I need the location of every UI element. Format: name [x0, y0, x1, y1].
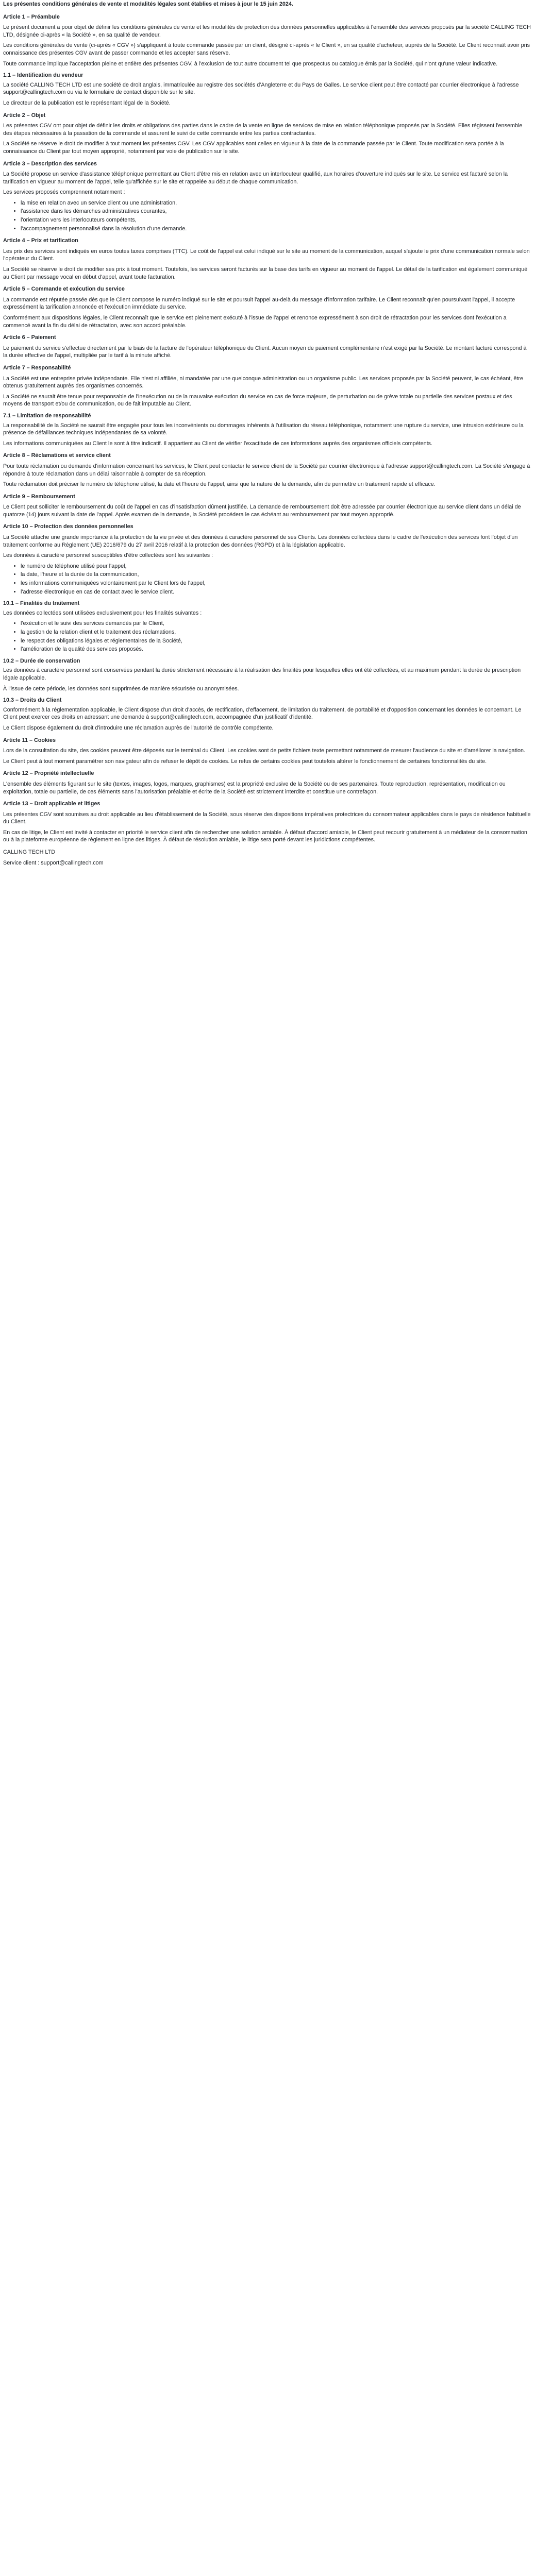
section-paragraph: Les conditions générales de vente (ci-après « CGV ») s'appliquent à toute commande passée par un client, désigné ci-après « le Client », en sa qualité d'acheteur, auprès de la Société. Le Client reconnaît avoir pris connaissance des présentes CGV avant de passer commande et les accepter sans réserve. [3, 42, 530, 56]
section-9 [3, 493, 532, 519]
list-item: • la date, l'heure et la durée de la communication, [21, 571, 532, 579]
list-item: • l'accompagnement personnalisé dans la résolution d'une demande. [21, 225, 532, 233]
section-4 [3, 237, 532, 281]
section-title: Article 12 – Propriété intellectuelle [3, 770, 94, 777]
list-item: • le numéro de téléphone utilisé pour l'appel, [21, 563, 532, 570]
section-paragraph: Les présentes CGV ont pour objet de définir les droits et obligations des parties dans le cadre de la vente en ligne de services de mise en relation téléphonique proposés par la Société. Elles régissent l'ensemble des étapes nécessaires à la passation de la commande et assurent le suivi de cette commande entre les parties contractantes. [3, 123, 523, 137]
list-item: • la mise en relation avec un service client ou une administration, [21, 199, 532, 207]
section-2 [3, 112, 532, 156]
section-title: Article 4 – Prix et tarification [3, 238, 78, 244]
subsection [3, 657, 532, 692]
section-paragraph: La Société est une entreprise privée indépendante. Elle n'est ni affiliée, ni mandatée par une quelconque administration ou un organisme public. Les services proposés par la Société peuvent, le cas échéant, être obtenus gratuitement auprès des organismes concernés. [3, 375, 524, 389]
document-intro: Les présentes conditions générales de vente et modalités légales sont établies et mises à jour le 15 juin 2024. [3, 1, 293, 7]
section-title: Article 10 – Protection des données personnelles [3, 523, 133, 530]
list-item: • le respect des obligations légales et réglementaires de la Société, [21, 637, 532, 645]
footer-company: CALLING TECH LTD [3, 849, 55, 856]
section-title: Article 11 – Cookies [3, 737, 56, 743]
document-sections [3, 13, 532, 844]
section-11 [3, 737, 532, 766]
section-title: Article 7 – Responsabilité [3, 364, 71, 371]
list-item: • l'adresse électronique en cas de contact avec le service client. [21, 588, 532, 596]
section-3 [3, 160, 532, 233]
subsection-title: 10.3 – Droits du Client [3, 697, 62, 704]
section-paragraph: Le présent document a pour objet de définir les conditions générales de vente et les modalités de protection des données personnelles applicables à l'ensemble des services proposés par la société CALLING TECH LTD, désignée ci-après « la Société », en sa qualité de vendeur. [3, 24, 531, 38]
list-item: • l'assistance dans les démarches administratives courantes, [21, 208, 532, 215]
subsection-title: 7.1 – Limitation de responsabilité [3, 412, 91, 419]
section-title: Article 6 – Paiement [3, 334, 56, 341]
section-7 [3, 364, 532, 447]
subsection-list [3, 620, 532, 653]
section-paragraph: En cas de litige, le Client est invité à contacter en priorité le service client afin de rechercher une solution amiable. À défaut d'accord amiable, le Client peut recourir gratuitement à un médiateur de la consommation ou à la plateforme européenne de règlement en ligne des litiges. À défaut de résolution amiable, le litige sera porté devant les juridictions compétentes. [3, 829, 527, 843]
subsection-title: 10.1 – Finalités du traitement [3, 600, 80, 607]
section-paragraph: La Société se réserve le droit de modifier à tout moment les présentes CGV. Les CGV applicables sont celles en vigueur à la date de la commande passée par le Client. Toute modification sera portée à la connaissance du Client par tout moyen approprié, notamment par voie de publication sur le site. [3, 141, 504, 155]
list-item: • l'orientation vers les interlocuteurs compétents, [21, 216, 532, 224]
section-paragraph: Le Client peut à tout moment paramétrer son navigateur afin de refuser le dépôt de cookies. Le refus de certains cookies peut toutefois altérer le fonctionnement de certaines fonctionnalités du site. [3, 758, 487, 765]
section-title: Article 9 – Remboursement [3, 493, 75, 500]
subsection-title: 10.2 – Durée de conservation [3, 657, 80, 664]
section-paragraph: Les données à caractère personnel susceptibles d'être collectées sont les suivantes : [3, 552, 213, 559]
section-paragraph: Lors de la consultation du site, des cookies peuvent être déposés sur le terminal du Client. Les cookies sont de petits fichiers texte permettant notamment de mesurer l'audience du site et d'améliorer la navigation. [3, 748, 525, 754]
subsection [3, 697, 532, 732]
subsection [3, 600, 532, 653]
section-paragraph: La Société se réserve le droit de modifier ses prix à tout moment. Toutefois, les services seront facturés sur la base des tarifs en vigueur au moment de l'appel. Le détail de la tarification est également communiqué au Client par message vocal en début d'appel, avant toute facturation. [3, 266, 528, 280]
subsection-paragraph: La responsabilité de la Société ne saurait être engagée pour tous les inconvénients ou dommages inhérents à l'utilisation du réseau téléphonique, notamment une rupture du service, une intrusion extérieure ou la présence de défaillances techniques indépendantes de sa volonté. [3, 422, 524, 436]
section-paragraph: Le paiement du service s'effectue directement par le biais de la facture de l'opérateur téléphonique du Client. Aucun moyen de paiement complémentaire n'est exigé par la Société. Le montant facturé correspond à la durée effective de l'appel, multipliée par le tarif à la minute affiché. [3, 345, 527, 359]
list-item: • l'exécution et le suivi des services demandés par le Client, [21, 620, 532, 628]
subsection-paragraph: Les données collectées sont utilisées exclusivement pour les finalités suivantes : [3, 609, 202, 616]
section-paragraph: Pour toute réclamation ou demande d'information concernant les services, le Client peut contacter le service client de la Société par courrier électronique à l'adresse support@callingtech.com. La Société s'engage à répondre à toute réclamation dans un délai raisonnable à compter de sa réception. [3, 463, 530, 477]
section-paragraph: Les services proposés comprennent notamment : [3, 189, 125, 196]
section-10 [3, 523, 532, 732]
section-list [3, 563, 532, 596]
section-title: Article 1 – Préambule [3, 13, 60, 20]
subsection-paragraph: Les données à caractère personnel sont conservées pendant la durée strictement nécessaire à la réalisation des finalités pour lesquelles elles ont été collectées, et au maximum pendant la durée de prescription légale applicable. [3, 667, 521, 681]
section-12 [3, 770, 532, 795]
list-item: • la gestion de la relation client et le traitement des réclamations, [21, 629, 532, 636]
subsection-title: 1.1 – Identification du vendeur [3, 72, 83, 79]
document-footer [3, 849, 532, 867]
section-paragraph: Conformément aux dispositions légales, le Client reconnaît que le service est pleinement exécuté à l'issue de l'appel et renonce expressément à son droit de rétractation pour les services dont l'exécution a commencé avant la fin du délai de rétractation, avec son accord préalable. [3, 315, 507, 329]
section-list [3, 199, 532, 232]
section-8 [3, 452, 532, 488]
list-item: • les informations communiquées volontairement par le Client lors de l'appel, [21, 580, 532, 587]
subsection [3, 412, 532, 447]
subsection-paragraph: Le directeur de la publication est le représentant légal de la Société. [3, 99, 171, 106]
section-title: Article 3 – Description des services [3, 160, 97, 167]
subsection-paragraph: Les informations communiquées au Client le sont à titre indicatif. Il appartient au Client de vérifier l'exactitude de ces informations auprès des organismes officiels compétents. [3, 440, 433, 447]
subsection-paragraph: Conformément à la réglementation applicable, le Client dispose d'un droit d'accès, de rectification, d'effacement, de limitation du traitement, de portabilité et d'opposition concernant les données le concernant. Le Client peut exercer ces droits en adressant une demande à support@callingtech.com, accompagnée d'un justificatif d'identité. [3, 706, 522, 721]
section-paragraph: La Société propose un service d'assistance téléphonique permettant au Client d'être mis en relation avec un interlocuteur qualifié, aux horaires d'ouverture indiqués sur le site. Le service est facturé selon la tarification en vigueur au moment de l'appel, telle qu'affichée sur le site et rappelée au début de chaque communication. [3, 171, 508, 185]
section-paragraph: Les présentes CGV sont soumises au droit applicable au lieu d'établissement de la Société, sous réserve des dispositions impératives protectrices du consommateur applicables dans le pays de résidence habituelle du Client. [3, 811, 531, 825]
subsection-paragraph: À l'issue de cette période, les données sont supprimées de manière sécurisée ou anonymisées. [3, 685, 239, 692]
section-paragraph: Les prix des services sont indiqués en euros toutes taxes comprises (TTC). Le coût de l'appel est celui indiqué sur le site au moment de la communication, auquel s'ajoute le prix d'une communication normale selon l'opérateur du Client. [3, 248, 530, 262]
section-title: Article 8 – Réclamations et service client [3, 452, 111, 459]
section-paragraph: La commande est réputée passée dès que le Client compose le numéro indiqué sur le site et poursuit l'appel au-delà du message d'information tarifaire. Le Client reconnaît qu'en poursuivant l'appel, il accepte expressément la tarification annoncée et l'exécution immédiate du service. [3, 296, 515, 311]
legal-document [0, 1, 535, 867]
section-13 [3, 800, 532, 844]
subsection [3, 72, 532, 107]
subsection-paragraph: La société CALLING TECH LTD est une société de droit anglais, immatriculée au registre des sociétés d'Angleterre et du Pays de Galles. Le service client peut être contacté par courrier électronique à l'adresse support@callingtech.com ou via le formulaire de contact disponible sur le site. [3, 81, 519, 96]
subsection-paragraph: Le Client dispose également du droit d'introduire une réclamation auprès de l'autorité de contrôle compétente. [3, 724, 274, 731]
section-5 [3, 285, 532, 329]
section-paragraph: Toute réclamation doit préciser le numéro de téléphone utilisé, la date et l'heure de l'appel, ainsi que la nature de la demande, afin de permettre un traitement rapide et efficace. [3, 481, 436, 488]
section-title: Article 13 – Droit applicable et litiges [3, 801, 101, 807]
section-paragraph: La Société ne saurait être tenue pour responsable de l'inexécution ou de la mauvaise exécution du service en cas de force majeure, de perturbation ou de grève totale ou partielle des services postaux et des moyens de transport et/ou de communication, ou de fait imputable au Client. [3, 393, 512, 408]
section-title: Article 2 – Objet [3, 112, 46, 118]
section-paragraph: La Société attache une grande importance à la protection de la vie privée et des données à caractère personnel de ses Clients. Les données collectées dans le cadre de l'exécution des services font l'objet d'un traitement conforme au Règlement (UE) 2016/679 du 27 avril 2016 relatif à la protection des données (RGPD) et à la législation applicable. [3, 534, 518, 548]
section-title: Article 5 – Commande et exécution du service [3, 286, 125, 293]
footer-contact: Service client : support@callingtech.com [3, 859, 104, 866]
section-paragraph: Le Client peut solliciter le remboursement du coût de l'appel en cas d'insatisfaction dûment justifiée. La demande de remboursement doit être adressée par courrier électronique au service client dans un délai de quatorze (14) jours suivant la date de l'appel. Après examen de la demande, la Société procédera le cas échéant au remboursement par tout moyen approprié. [3, 504, 521, 518]
list-item: • l'amélioration de la qualité des services proposés. [21, 646, 532, 653]
section-6 [3, 334, 532, 360]
section-1 [3, 13, 532, 107]
section-paragraph: Toute commande implique l'acceptation pleine et entière des présentes CGV, à l'exclusion de tout autre document tel que prospectus ou catalogue émis par la Société, qui n'ont qu'une valeur indicative. [3, 60, 498, 67]
section-paragraph: L'ensemble des éléments figurant sur le site (textes, images, logos, marques, graphismes) est la propriété exclusive de la Société ou de ses partenaires. Toute reproduction, représentation, modification ou exploitation, totale ou partielle, de ces éléments sans l'autorisation préalable et écrite de la Société est strictement interdite et constitue une contrefaçon. [3, 781, 506, 795]
